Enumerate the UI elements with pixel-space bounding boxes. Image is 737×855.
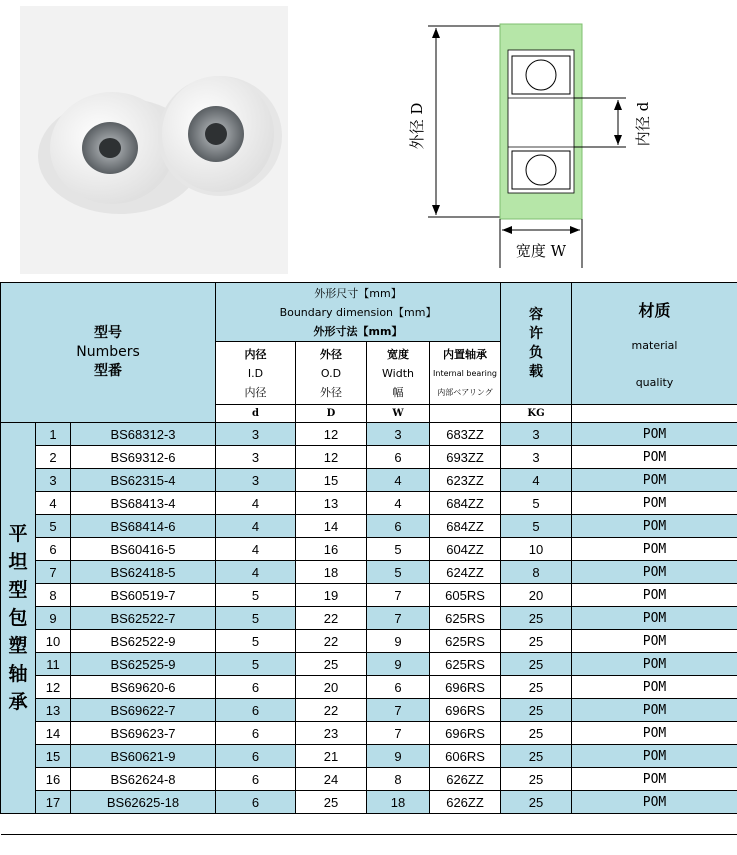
model-number: BS60416-5 xyxy=(71,538,216,561)
model-number: BS68413-4 xyxy=(71,492,216,515)
load-capacity: 4 xyxy=(501,469,572,492)
load-header-1: 容 xyxy=(529,306,544,323)
series-char: 坦 xyxy=(8,551,28,573)
internal-bearing: 625RS xyxy=(430,630,501,653)
table-row xyxy=(1,676,737,699)
table-row xyxy=(1,492,737,515)
boundary-header-cn: 外形尺寸【mm】 xyxy=(314,286,402,300)
model-header-en: Numbers xyxy=(76,344,140,360)
row-number: 1 xyxy=(36,423,71,446)
material: POM xyxy=(572,630,737,653)
row-number: 11 xyxy=(36,653,71,676)
outer-diameter: 13 xyxy=(296,492,367,515)
outer-diameter: 12 xyxy=(296,446,367,469)
model-number: BS62315-4 xyxy=(71,469,216,492)
load-capacity: 25 xyxy=(501,653,572,676)
table-row xyxy=(1,538,737,561)
inner-diameter: 4 xyxy=(216,561,296,584)
inner-diameter: 4 xyxy=(216,515,296,538)
load-capacity: 10 xyxy=(501,538,572,561)
inner-diameter-label: 内径 d xyxy=(634,101,652,147)
outer-diameter: 12 xyxy=(296,423,367,446)
width: 4 xyxy=(367,469,430,492)
inner-diameter: 5 xyxy=(216,653,296,676)
row-number: 17 xyxy=(36,791,71,814)
inner-diameter: 3 xyxy=(216,446,296,469)
material-header-jp: quality xyxy=(635,376,674,389)
spec-table xyxy=(0,282,737,835)
outer-diameter: 25 xyxy=(296,653,367,676)
model-header xyxy=(1,283,216,423)
row-number: 15 xyxy=(36,745,71,768)
series-char: 塑 xyxy=(8,635,28,657)
width: 9 xyxy=(367,630,430,653)
internal-bearing: 696RS xyxy=(430,699,501,722)
inner-diameter: 4 xyxy=(216,492,296,515)
col-header-3 xyxy=(430,342,501,405)
col-symbol-0: d xyxy=(216,405,296,423)
material: POM xyxy=(572,745,737,768)
outer-diameter: 23 xyxy=(296,722,367,745)
internal-bearing: 625RS xyxy=(430,653,501,676)
material-header-cn: 材质 xyxy=(638,301,671,320)
model-number: BS68414-6 xyxy=(71,515,216,538)
width: 3 xyxy=(367,423,430,446)
load-capacity: 5 xyxy=(501,515,572,538)
outer-diameter: 20 xyxy=(296,676,367,699)
width: 5 xyxy=(367,561,430,584)
inner-diameter: 3 xyxy=(216,423,296,446)
table-row xyxy=(1,561,737,584)
load-capacity: 8 xyxy=(501,561,572,584)
col-header-jp: 内径 xyxy=(244,385,267,399)
table-row xyxy=(1,584,737,607)
load-capacity: 25 xyxy=(501,722,572,745)
col-header-2 xyxy=(367,342,430,405)
internal-bearing: 604ZZ xyxy=(430,538,501,561)
model-number: BS62522-7 xyxy=(71,607,216,630)
load-capacity: 5 xyxy=(501,492,572,515)
inner-diameter: 5 xyxy=(216,607,296,630)
material: POM xyxy=(572,561,737,584)
load-capacity: 3 xyxy=(501,446,572,469)
width-label: 宽度 W xyxy=(515,242,567,260)
row-number: 6 xyxy=(36,538,71,561)
col-header-en: Width xyxy=(382,366,414,380)
outer-diameter: 15 xyxy=(296,469,367,492)
series-char: 型 xyxy=(8,579,28,601)
material: POM xyxy=(572,446,737,469)
col-header-cn: 内置轴承 xyxy=(443,347,487,361)
series-char: 平 xyxy=(8,523,28,545)
width: 9 xyxy=(367,653,430,676)
material-unit-blank xyxy=(572,405,737,423)
width: 6 xyxy=(367,676,430,699)
material: POM xyxy=(572,768,737,791)
inner-diameter: 6 xyxy=(216,699,296,722)
internal-bearing: 626ZZ xyxy=(430,768,501,791)
width: 18 xyxy=(367,791,430,814)
material: POM xyxy=(572,722,737,745)
table-row xyxy=(1,469,737,492)
col-symbol-2: W xyxy=(367,405,430,423)
width: 7 xyxy=(367,699,430,722)
outer-diameter: 18 xyxy=(296,561,367,584)
boundary-header xyxy=(216,283,501,342)
row-number: 10 xyxy=(36,630,71,653)
width: 7 xyxy=(367,607,430,630)
material: POM xyxy=(572,791,737,814)
outer-diameter: 21 xyxy=(296,745,367,768)
boundary-header-jp: 外形寸法【mm】 xyxy=(313,324,403,338)
width: 5 xyxy=(367,538,430,561)
outer-diameter: 19 xyxy=(296,584,367,607)
inner-diameter: 3 xyxy=(216,469,296,492)
load-capacity: 25 xyxy=(501,607,572,630)
row-number: 9 xyxy=(36,607,71,630)
model-number: BS69312-6 xyxy=(71,446,216,469)
inner-diameter: 6 xyxy=(216,768,296,791)
material: POM xyxy=(572,584,737,607)
model-number: BS62418-5 xyxy=(71,561,216,584)
series-label xyxy=(1,423,36,814)
material: POM xyxy=(572,492,737,515)
inner-diameter: 6 xyxy=(216,791,296,814)
load-header-3: 负 xyxy=(529,344,544,361)
model-number: BS62624-8 xyxy=(71,768,216,791)
row-number: 13 xyxy=(36,699,71,722)
table-row xyxy=(1,791,737,814)
internal-bearing: 696RS xyxy=(430,722,501,745)
material: POM xyxy=(572,699,737,722)
model-number: BS69620-6 xyxy=(71,676,216,699)
internal-bearing: 696RS xyxy=(430,676,501,699)
table-row xyxy=(1,607,737,630)
cross-section-drawing xyxy=(400,6,690,274)
internal-bearing: 684ZZ xyxy=(430,515,501,538)
internal-bearing: 684ZZ xyxy=(430,492,501,515)
inner-diameter: 6 xyxy=(216,722,296,745)
row-number: 4 xyxy=(36,492,71,515)
table-row xyxy=(1,515,737,538)
model-number: BS69622-7 xyxy=(71,699,216,722)
material: POM xyxy=(572,653,737,676)
col-header-0 xyxy=(216,342,296,405)
width: 8 xyxy=(367,768,430,791)
model-number: BS62525-9 xyxy=(71,653,216,676)
col-header-en: I.D xyxy=(247,366,264,380)
model-header-jp: 型番 xyxy=(94,363,122,379)
col-header-jp: 内部ベアリング xyxy=(437,387,493,397)
load-capacity: 25 xyxy=(501,745,572,768)
table-row xyxy=(1,768,737,791)
outer-diameter: 22 xyxy=(296,607,367,630)
internal-bearing: 626ZZ xyxy=(430,791,501,814)
table-row xyxy=(1,722,737,745)
model-number: BS68312-3 xyxy=(71,423,216,446)
internal-bearing: 605RS xyxy=(430,584,501,607)
load-capacity: 3 xyxy=(501,423,572,446)
inner-diameter: 6 xyxy=(216,745,296,768)
row-number: 7 xyxy=(36,561,71,584)
col-header-jp: 幅 xyxy=(392,385,404,399)
load-header-2: 许 xyxy=(529,325,544,342)
outer-diameter: 16 xyxy=(296,538,367,561)
blank-cell xyxy=(1,814,737,835)
internal-bearing: 624ZZ xyxy=(430,561,501,584)
col-symbol-1: D xyxy=(296,405,367,423)
load-capacity: 25 xyxy=(501,768,572,791)
row-number: 14 xyxy=(36,722,71,745)
internal-bearing: 693ZZ xyxy=(430,446,501,469)
table-row xyxy=(1,630,737,653)
load-capacity: 25 xyxy=(501,699,572,722)
width: 7 xyxy=(367,722,430,745)
inner-diameter: 4 xyxy=(216,538,296,561)
material: POM xyxy=(572,423,737,446)
load-capacity: 25 xyxy=(501,630,572,653)
row-number: 5 xyxy=(36,515,71,538)
width: 6 xyxy=(367,446,430,469)
model-header-cn: 型号 xyxy=(94,325,122,341)
width: 6 xyxy=(367,515,430,538)
material: POM xyxy=(572,607,737,630)
table-blank-row xyxy=(1,814,737,835)
boundary-header-en: Boundary dimension【mm】 xyxy=(279,305,437,319)
inner-diameter: 5 xyxy=(216,584,296,607)
col-header-cn: 内径 xyxy=(244,347,267,361)
row-number: 2 xyxy=(36,446,71,469)
load-unit: KG xyxy=(501,405,572,423)
material-header-en: material xyxy=(631,339,678,352)
internal-bearing: 606RS xyxy=(430,745,501,768)
series-char: 包 xyxy=(8,607,28,629)
outer-diameter: 24 xyxy=(296,768,367,791)
col-header-en: Internal bearing xyxy=(433,368,497,378)
width: 7 xyxy=(367,584,430,607)
col-header-cn: 外径 xyxy=(320,347,342,361)
internal-bearing: 683ZZ xyxy=(430,423,501,446)
outer-diameter: 14 xyxy=(296,515,367,538)
table-row xyxy=(1,446,737,469)
width: 9 xyxy=(367,745,430,768)
inner-diameter: 6 xyxy=(216,676,296,699)
width: 4 xyxy=(367,492,430,515)
model-number: BS62625-18 xyxy=(71,791,216,814)
load-capacity: 20 xyxy=(501,584,572,607)
col-header-jp: 外径 xyxy=(320,385,342,399)
series-char: 轴 xyxy=(8,663,28,685)
load-capacity: 25 xyxy=(501,676,572,699)
material: POM xyxy=(572,676,737,699)
outer-diameter-label: 外径 D xyxy=(408,102,426,150)
row-number: 12 xyxy=(36,676,71,699)
col-header-cn: 宽度 xyxy=(387,347,409,361)
col-header-en: O.D xyxy=(320,366,342,380)
product-photo xyxy=(20,6,288,274)
load-capacity: 25 xyxy=(501,791,572,814)
outer-diameter: 22 xyxy=(296,630,367,653)
col-symbol-3 xyxy=(430,405,501,423)
table-row xyxy=(1,745,737,768)
table-row xyxy=(1,423,737,446)
model-number: BS60621-9 xyxy=(71,745,216,768)
material: POM xyxy=(572,515,737,538)
outer-diameter: 22 xyxy=(296,699,367,722)
row-number: 8 xyxy=(36,584,71,607)
load-header xyxy=(501,283,572,405)
row-number: 16 xyxy=(36,768,71,791)
col-header-1 xyxy=(296,342,367,405)
load-header-4: 载 xyxy=(529,363,544,380)
bearing-section-svg xyxy=(400,6,690,274)
model-number: BS69623-7 xyxy=(71,722,216,745)
table-row xyxy=(1,653,737,676)
inner-diameter: 5 xyxy=(216,630,296,653)
series-char: 承 xyxy=(8,691,28,713)
table-row xyxy=(1,699,737,722)
model-number: BS62522-9 xyxy=(71,630,216,653)
internal-bearing: 623ZZ xyxy=(430,469,501,492)
outer-diameter: 25 xyxy=(296,791,367,814)
model-number: BS60519-7 xyxy=(71,584,216,607)
bearing-photo-illustration xyxy=(20,6,288,274)
row-number: 3 xyxy=(36,469,71,492)
material: POM xyxy=(572,538,737,561)
material-header xyxy=(572,283,737,405)
material: POM xyxy=(572,469,737,492)
internal-bearing: 625RS xyxy=(430,607,501,630)
